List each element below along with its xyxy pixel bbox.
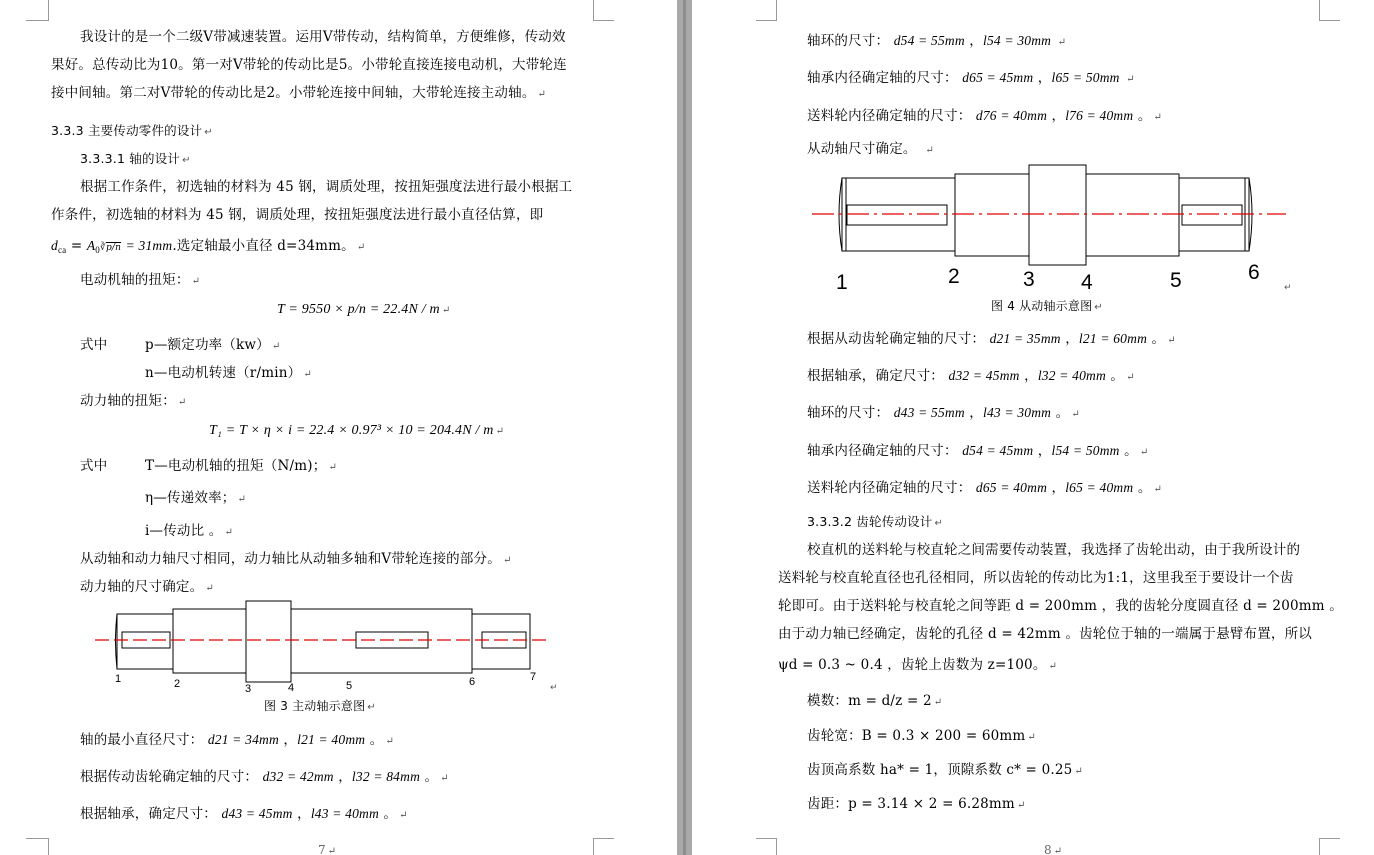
section-heading-3331: 3.3.3.1 轴的设计 ↵ bbox=[80, 151, 191, 166]
svg-text:↵: ↵ bbox=[1284, 282, 1292, 292]
shaft-segment-4 bbox=[291, 609, 472, 673]
shaft-segment-2 bbox=[173, 609, 246, 673]
page-number: 8 ↵ bbox=[1044, 843, 1063, 855]
page-corner-mark bbox=[1319, 838, 1340, 855]
p-definition: p—额定功率（kw） ↵ bbox=[145, 337, 281, 353]
page-corner-mark bbox=[756, 838, 777, 855]
fig3-label-5: 5 bbox=[346, 680, 353, 692]
intro-line-1: 我设计的是一个二级V带减速装置。运用V带传动，结构简单，方便维修，传动效 bbox=[80, 29, 566, 45]
n-definition: n—电动机转速（r/min） ↵ bbox=[145, 365, 312, 381]
dim-row: 轴环的尺寸： d54 = 55mm ，l54 = 30mm ↵ bbox=[807, 33, 1067, 49]
shaft-segment-5 bbox=[472, 614, 530, 669]
document-page-7 bbox=[0, 0, 677, 855]
shaft-segment-1 bbox=[117, 614, 173, 669]
shaft-segment-2 bbox=[955, 174, 1029, 256]
dim-row: 根据传动齿轮确定轴的尺寸： d32 = 42mm ，l32 = 84mm 。 ↵ bbox=[80, 769, 449, 785]
section-heading-333: 3.3.3 主要传动零件的设计 ↵ bbox=[51, 123, 213, 138]
T-definition: T—电动机轴的扭矩（N/m)； ↵ bbox=[145, 458, 338, 474]
power-dims-label: 动力轴的尺寸确定。 ↵ bbox=[80, 579, 214, 595]
page-gap-divider bbox=[683, 0, 686, 855]
dmin-formula: = 31mm bbox=[125, 238, 173, 253]
formula-T: T = 9550 × p/n = 22.4N / m ↵ bbox=[277, 302, 451, 317]
i-definition: i—传动比 。 ↵ bbox=[145, 523, 234, 539]
fig4-label-3: 3 bbox=[1023, 268, 1035, 291]
module-line: 模数：m = d/z = 2 ↵ bbox=[807, 693, 943, 709]
gear-para-line-5: ψd = 0.3 ~ 0.4 ，齿轮上齿数为 z=100。 ↵ bbox=[778, 657, 1058, 673]
page-corner-mark bbox=[26, 838, 49, 855]
power-torque-label: 动力轴的扭矩： ↵ bbox=[80, 393, 187, 409]
dim-row: 轴的最小直径尺寸： d21 = 34mm ，l21 = 40mm 。 ↵ bbox=[80, 732, 395, 748]
fig3-label-1: 1 bbox=[115, 673, 122, 685]
fig4-label-6: 6 bbox=[1248, 261, 1260, 284]
fig4-label-2: 2 bbox=[948, 265, 960, 288]
dim-row: 轴环的尺寸： d43 = 55mm ，l43 = 30mm 。 ↵ bbox=[807, 405, 1080, 421]
dim-row: 送料轮内径确定轴的尺寸： d76 = 40mm ，l76 = 40mm 。 ↵ bbox=[807, 108, 1163, 124]
figure-4-caption: 图 4 从动轴示意图 ↵ bbox=[991, 299, 1103, 313]
page-number: 7 ↵ bbox=[318, 843, 337, 855]
keyway-left bbox=[847, 205, 947, 225]
svg-text:↵: ↵ bbox=[550, 682, 558, 692]
figure-3-caption: 图 3 主动轴示意图 ↵ bbox=[264, 699, 376, 713]
where-label-2: 式中 bbox=[80, 458, 108, 474]
fig3-label-2: 2 bbox=[174, 678, 181, 690]
intro-line-2: 果好。总传动比为10。第一对V带轮的传动比是5。小带轮直接连接电动机，大带轮连 bbox=[51, 57, 567, 73]
dim-row: 轴承内径确定轴的尺寸： d54 = 45mm ，l54 = 50mm 。 ↵ bbox=[807, 443, 1149, 459]
gear-para-line-3: 轮即可。由于送料轮与校直轮之间等距 d = 200mm ，我的齿轮分度圆直径 d = 200mm 。 bbox=[778, 598, 1343, 614]
dim-row: 送料轮内径确定轴的尺寸： d65 = 40mm ，l65 = 40mm 。 ↵ bbox=[807, 480, 1163, 496]
figure-3-drive-shaft bbox=[0, 0, 677, 700]
face-width-line: 齿轮宽：B = 0.3 × 200 = 60mm ↵ bbox=[807, 728, 1037, 744]
fig4-label-5: 5 bbox=[1170, 269, 1182, 292]
section-heading-3332: 3.3.3.2 齿轮传动设计 ↵ bbox=[807, 514, 944, 529]
para2-line-2: 作条件，初选轴的材料为 45 钢，调质处理，按扭矩强度法进行最小直径估算，即 bbox=[51, 207, 544, 223]
shaft-collar bbox=[1029, 165, 1086, 265]
para2-line-1: 根据工作条件，初选轴的材料为 45 钢，调质处理，按扭矩强度法进行最小根据工 bbox=[80, 179, 573, 195]
driven-shaft-label: 从动轴尺寸确定。 ↵ bbox=[807, 141, 934, 157]
gear-para-line-1: 校直机的送料轮与校直轮之间需要传动装置，我选择了齿轮出动，由于我所设计的 bbox=[807, 542, 1301, 558]
addendum-line: 齿顶高系数 ha* = 1，顶隙系数 c* = 0.25 ↵ bbox=[807, 762, 1084, 778]
shaft-segment-4 bbox=[1086, 174, 1179, 256]
dim-row: 根据轴承，确定尺寸： d32 = 45mm ，l32 = 40mm 。 ↵ bbox=[807, 368, 1135, 384]
dmin-formula-line: $d_{ca}$ = $A_0∛p/n = 31mm$.选定轴最小直径 d=34mm。 ↵ bbox=[51, 238, 366, 255]
gear-para-line-2: 送料轮与校直轮直径也孔径相同，所以齿轮的传动比为1:1，这里我至于要设计一个齿 bbox=[778, 570, 1294, 586]
fig4-label-1: 1 bbox=[836, 271, 848, 294]
motor-torque-label: 电动机轴的扭矩： ↵ bbox=[80, 272, 201, 288]
where-label-1: 式中 bbox=[80, 337, 108, 353]
shaft-collar bbox=[246, 601, 291, 682]
pitch-line: 齿距：p = 3.14 × 2 = 6.28mm ↵ bbox=[807, 796, 1026, 812]
eta-definition: η—传递效率； ↵ bbox=[145, 490, 247, 506]
fig3-label-7: 7 bbox=[530, 671, 537, 683]
figure-4-driven-shaft bbox=[692, 0, 1374, 300]
fig3-label-4: 4 bbox=[288, 682, 295, 694]
page-corner-mark bbox=[593, 838, 614, 855]
formula-T1: T₁ = T × η × i = 22.4 × 0.97³ × 10 = 204.4N / m ↵ bbox=[209, 423, 505, 438]
dim-row: 根据从动齿轮确定轴的尺寸： d21 = 35mm ，l21 = 60mm 。 ↵ bbox=[807, 331, 1176, 347]
document-page-8 bbox=[692, 0, 1374, 855]
fig4-label-4: 4 bbox=[1081, 271, 1093, 294]
fig3-label-6: 6 bbox=[469, 676, 476, 688]
dim-row: 根据轴承，确定尺寸： d43 = 45mm ，l43 = 40mm 。 ↵ bbox=[80, 806, 408, 822]
para3: 从动轴和动力轴尺寸相同，动力轴比从动轴多轴和V带轮连接的部分。 ↵ bbox=[80, 551, 512, 567]
fig3-label-3: 3 bbox=[245, 683, 252, 695]
keyway-right bbox=[1182, 205, 1242, 225]
dim-row: 轴承内径确定轴的尺寸： d65 = 45mm ，l65 = 50mm ↵ bbox=[807, 70, 1135, 86]
gear-para-line-4: 由于动力轴已经确定，齿轮的孔径 d = 42mm 。齿轮位于轴的一端属于悬臂布置，所以 bbox=[778, 626, 1312, 642]
intro-line-3: 接中间轴。第二对V带轮的传动比是2。小带轮连接中间轴，大带轮连接主动轴。 ↵ bbox=[51, 85, 547, 101]
